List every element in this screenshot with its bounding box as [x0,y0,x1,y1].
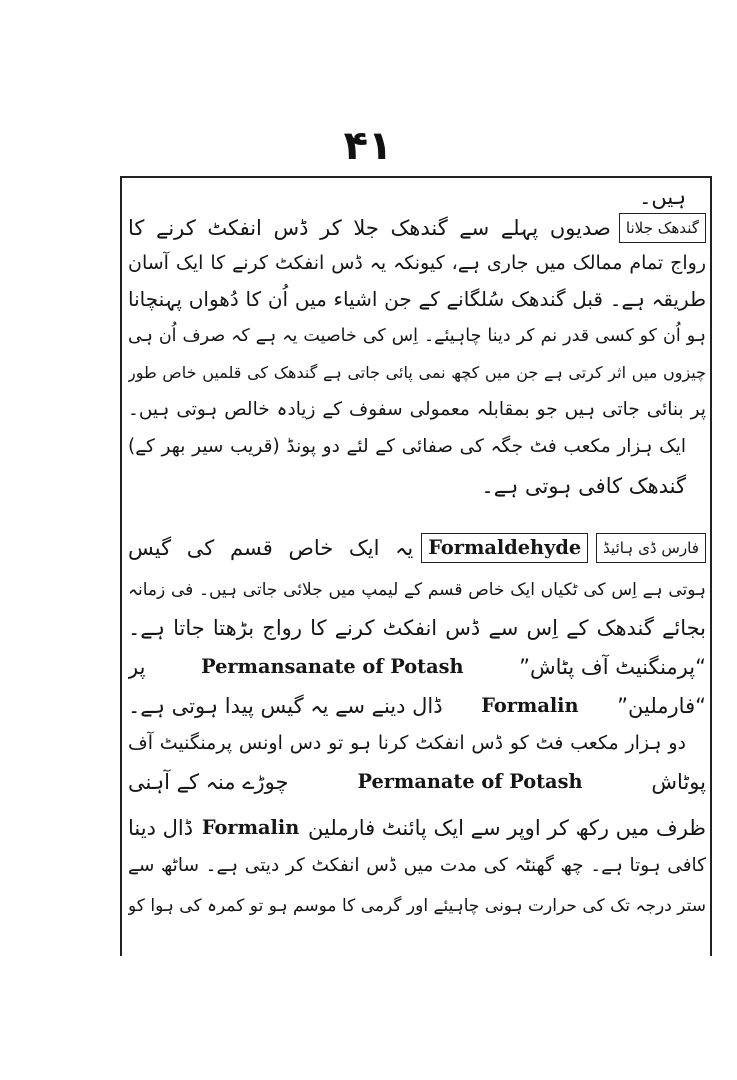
text-line-17-end: ڈال دینا [128,816,194,840]
text-line-14 [128,689,706,723]
text-line-17-start: ظرف میں رکھ کر اوپر سے ایک پائنٹ فارملین [308,816,706,840]
text-line-16 [128,765,706,799]
text-line-18: کافی ہوتا ہے۔ چھ گھنٹہ کی مدت میں ڈس انفکٹ کر دیتی ہے۔ ساٹھ سے [128,855,706,876]
text-line-13-end: پر [128,655,146,679]
text-line-5: ہو اُن کو کسی قدر نم کر دینا چاہیئے۔ اِس کی خاصیت یہ ہے کہ صرف اُن ہی [128,326,706,346]
term-formaldehyde: Formaldehyde [421,533,588,563]
text-line-3: رواج تمام ممالک میں جاری ہے، کیونکہ یہ ڈس انفکٹ کرنے کا ایک آسان [128,252,706,274]
text-line-14-end: ڈال دینے سے یہ گیس پیدا ہوتی ہے۔ [128,694,443,718]
text-line-12: بجائے گندھک کے اِس سے ڈس انفکٹ کرنے کا رواج بڑھتا جاتا ہے۔ [128,616,706,640]
sidenote-burning-sulphur: گندھک جلانا [619,213,706,243]
term-permanate-of-potash: Permanate of Potash [357,770,583,793]
page-number: ۴۱ [343,123,393,169]
text-line-2 [128,211,706,245]
text-line-10-body: یہ ایک خاص قسم کی گیس [128,536,414,560]
text-line-15: دو ہزار مکعب فٹ کو ڈس انفکٹ کرنا ہو تو دس اونس پرمنگنیٹ آف [128,732,686,754]
text-line-11: ہوتی ہے اِس کی ٹکیاں ایک خاص قسم کے لیمپ میں جلائی جاتی ہیں۔ فی زمانہ [128,580,706,600]
text-line-6: چیزوں میں اثر کرتی ہے جن میں کچھ نمی پائی جاتی ہے گندھک کی قلمیں خاص طور [128,363,706,382]
text-line-19: ستر درجہ تک کی حرارت ہونی چاہیئے اور گرمی کا موسم ہو تو کمرہ کی ہوا کو [128,896,706,916]
text-line-4: طریقہ ہے۔ قبل گندھک سُلگانے کے جن اشیاء میں اُن کا دُھواں پہنچانا [128,287,706,311]
text-line-14-urdu-term: “فارملین” [617,694,706,718]
text-line-7: پر بنائی جاتی ہیں جو بمقابلہ معمولی سفوف کے زیادہ خالص ہوتی ہیں۔ [128,399,706,420]
term-formalin-2: Formalin [201,816,300,839]
text-line-9: گندھک کافی ہوتی ہے۔ [481,474,686,498]
text-line-16-end: چوڑے منہ کے آہنی [128,770,289,794]
text-line-17 [128,811,706,845]
text-line-13 [128,650,706,684]
text-line-2-body: صدیوں پہلے سے گندھک جلا کر ڈس انفکٹ کرنے کا [128,216,611,240]
sidenote-formaldehyde: فارس ڈی ہائیڈ [596,533,706,563]
term-formalin: Formalin [481,694,579,717]
text-line-8: ایک ہزار مکعب فٹ جگہ کی صفائی کے لئے دو پونڈ (قریب سیر بھر کے) [128,436,686,457]
term-permanganate-of-potash: Permansanate of Potash [201,655,464,678]
text-line-10 [128,531,706,565]
text-line-16-start: پوٹاش [651,770,706,794]
text-line-13-urdu-term: “پرمنگنیٹ آف پٹاش” [519,655,706,679]
text-line-1: ہیں۔ [639,185,686,209]
